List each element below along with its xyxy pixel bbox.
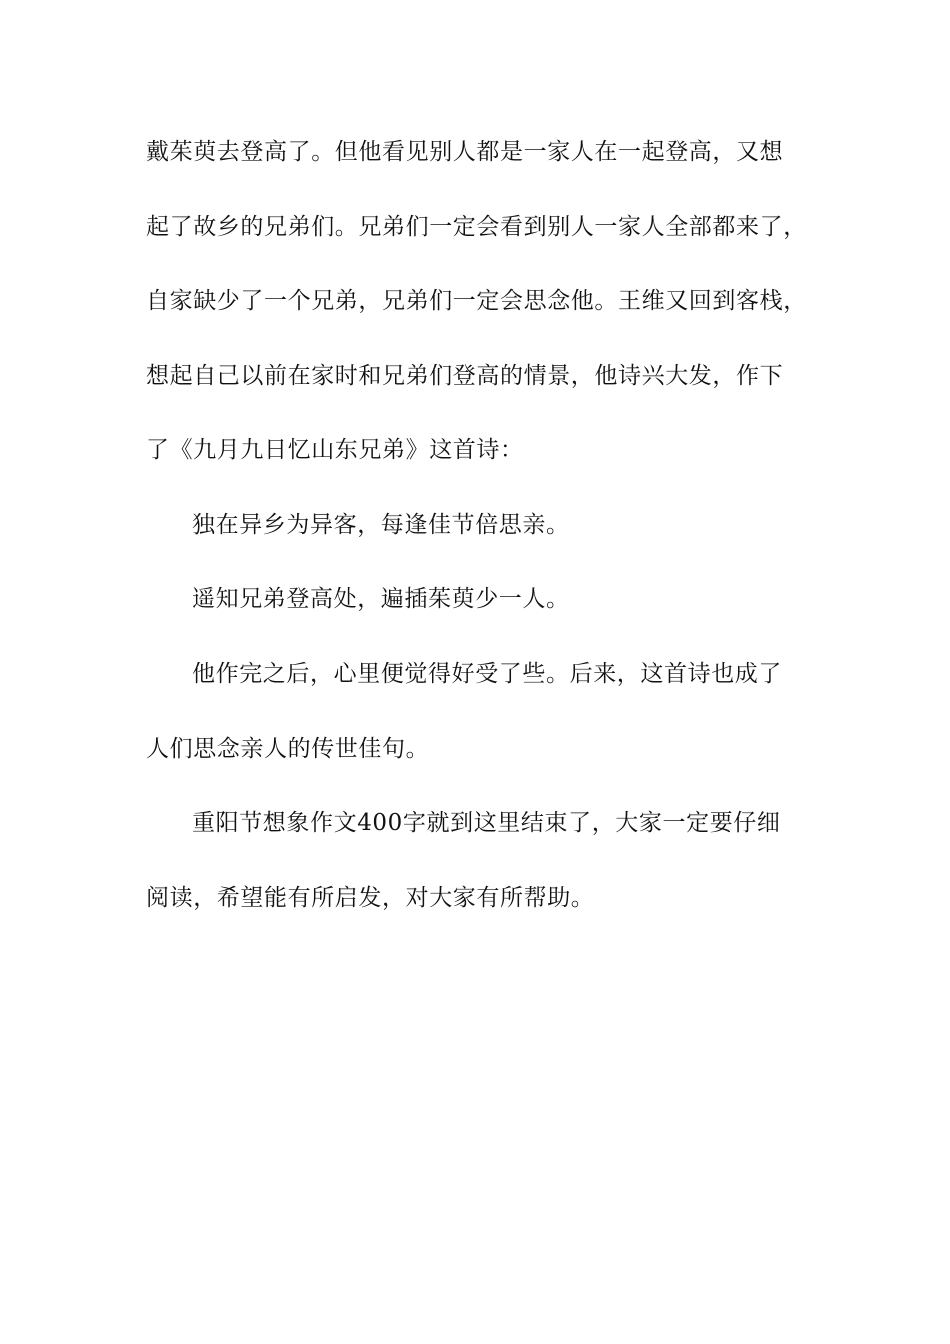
paragraph-line-1: 戴茱萸去登高了。但他看见别人都是一家人在一起登高，又想	[146, 139, 784, 165]
poem-line-1: 独在异乡为异客，每逢佳节倍思亲。	[192, 512, 570, 538]
paragraph-line-8: 他作完之后，心里便觉得好受了些。后来，这首诗也成了	[192, 661, 782, 687]
paragraph-line-2: 起了故乡的兄弟们。兄弟们一定会看到别人一家人全部都来了，	[146, 214, 807, 240]
paragraph-line-3: 自家缺少了一个兄弟，兄弟们一定会思念他。王维又回到客栈，	[146, 288, 807, 314]
paragraph-line-9: 人们思念亲人的传世佳句。	[146, 736, 430, 762]
poem-line-2: 遥知兄弟登高处，遍插茱萸少一人。	[192, 586, 570, 612]
paragraph-line-10: 重阳节想象作文400字就到这里结束了，大家一定要仔细	[192, 810, 781, 836]
paragraph-line-11: 阅读，希望能有所启发，对大家有所帮助。	[146, 885, 595, 911]
paragraph-line-5: 了《九月九日忆山东兄弟》这首诗：	[146, 437, 524, 463]
paragraph-line-4: 想起自己以前在家时和兄弟们登高的情景，他诗兴大发，作下	[146, 363, 784, 389]
